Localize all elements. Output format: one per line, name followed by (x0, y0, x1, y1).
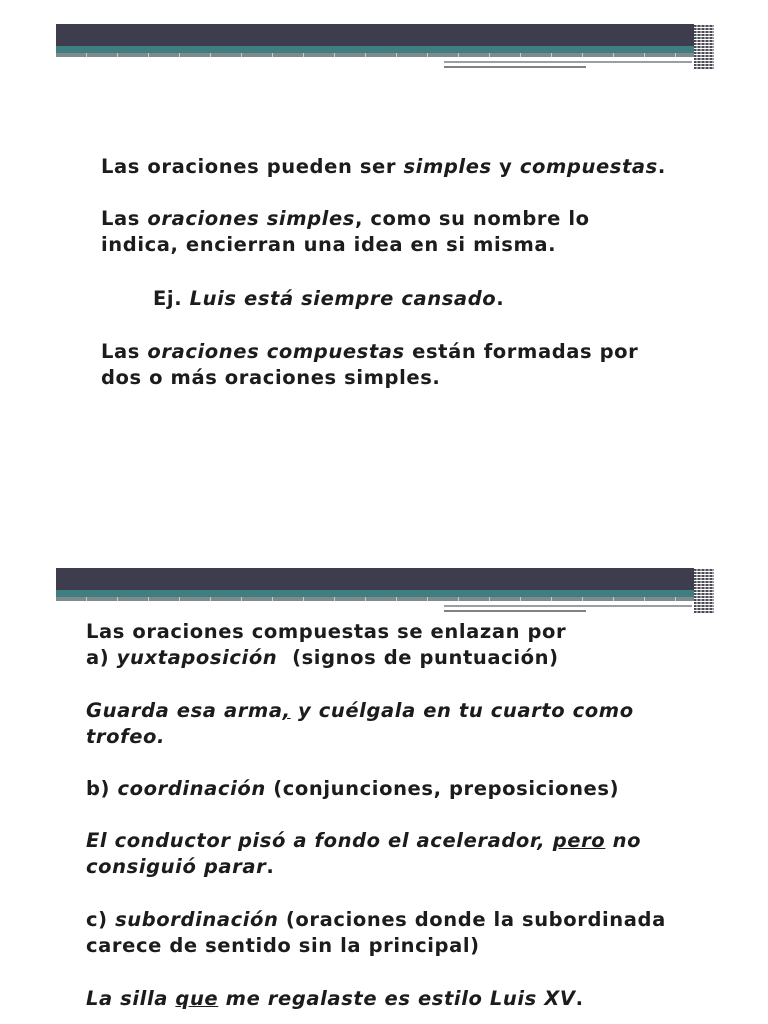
paragraph-3: Las oraciones compuestas están formadas por dos o más oraciones simples. (101, 340, 639, 389)
paragraph-1: Las oraciones pueden ser simples y compuestas. (101, 155, 666, 178)
example-yuxtaposicion: Guarda esa arma, y cuélgala en tu cuarto como trofeo. (86, 699, 634, 748)
item-subordinacion: c) subordinación (oraciones donde la subordinada carece de sentido sin la principal) (86, 908, 666, 957)
decorative-pattern (694, 568, 714, 614)
example-1: Ej. Luis está siempre cansado. (153, 287, 505, 310)
paragraph-2: Las oraciones simples, como su nombre lo indica, encierran una idea en si misma. (101, 207, 590, 256)
decorative-pattern (694, 24, 714, 70)
slide-2 (0, 560, 768, 1024)
example-coordinacion: El conductor pisó a fondo el acelerador, pero no consiguió parar. (86, 829, 642, 878)
example-subordinacion: La silla que me regalaste es estilo Luis XV. (86, 987, 584, 1010)
intro-text: Las oraciones compuestas se enlazan por a) yuxtaposición (signos de puntuación) (86, 620, 567, 669)
item-coordinacion: b) coordinación (conjunciones, preposiciones) (86, 777, 620, 800)
